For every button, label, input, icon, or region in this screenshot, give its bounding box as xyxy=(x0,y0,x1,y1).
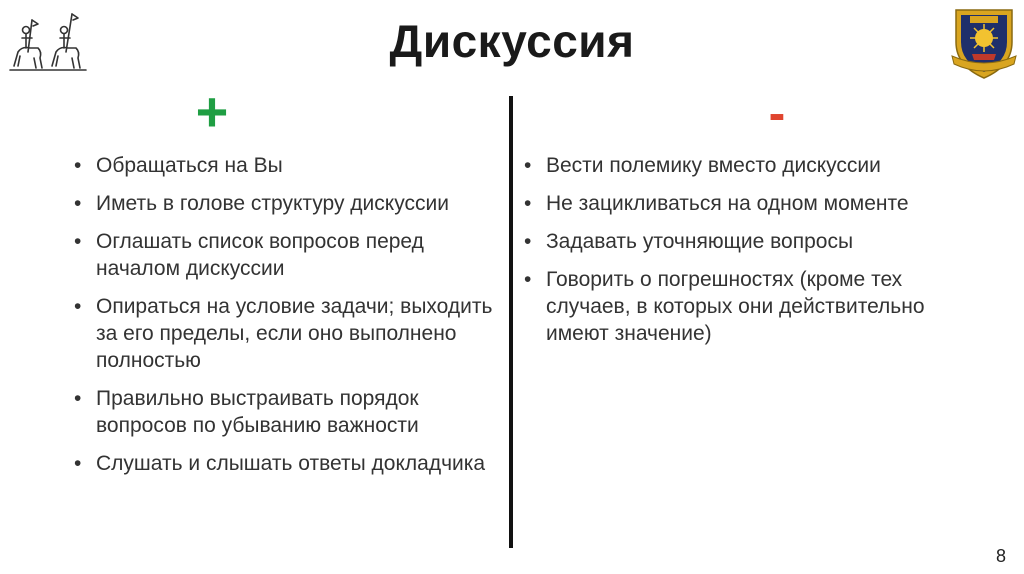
list-item: • Опираться на условие задачи; выходить за его пределы, если оно выполнено полностью xyxy=(74,293,494,374)
list-item: • Иметь в голове структуру дискуссии xyxy=(74,190,494,217)
university-crest-icon xyxy=(950,4,1018,82)
cons-list xyxy=(524,152,964,358)
list-item: • Говорить о погрешностях (кроме тех случаев, в которых они действительно имеют значение) xyxy=(524,266,964,347)
cons-heading-minus: - xyxy=(768,85,786,141)
list-item: • Вести полемику вместо дискуссии xyxy=(524,152,964,179)
page-title: Дискуссия xyxy=(389,15,635,67)
page-number: 8 xyxy=(995,546,1006,566)
pros-list xyxy=(74,152,494,488)
list-item: • Слушать и слышать ответы докладчика xyxy=(74,450,494,477)
list-item: • Оглашать список вопросов перед началом дискуссии xyxy=(74,228,494,282)
list-item: • Не зацикливаться на одном моменте xyxy=(524,190,964,217)
list-item: • Задавать уточняющие вопросы xyxy=(524,228,964,255)
pros-heading-plus: + xyxy=(195,80,229,143)
column-divider xyxy=(509,96,513,548)
list-item: • Обращаться на Вы xyxy=(74,152,494,179)
list-item: • Правильно выстраивать порядок вопросов по убыванию важности xyxy=(74,385,494,439)
